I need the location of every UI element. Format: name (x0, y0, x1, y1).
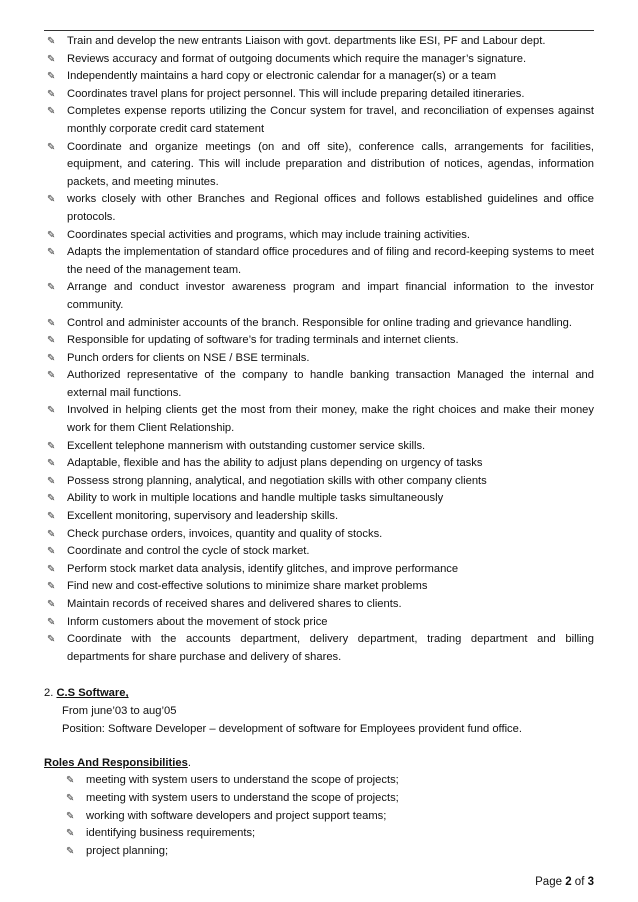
roles-list (44, 772, 594, 860)
list-item (44, 315, 594, 333)
list-item-text: Ability to work in multiple locations and handle multiple tasks simultaneously (67, 492, 444, 505)
page-label: Page (535, 876, 562, 888)
pencil-bullet-icon: ✎ (47, 546, 56, 558)
list-item (44, 350, 594, 368)
list-item-text: Train and develop the new entrants Liaison with govt. departments like ESI, PF and Labour dept. (67, 35, 546, 47)
pencil-bullet-icon: ✎ (47, 229, 56, 241)
list-item-text: Coordinate and control the cycle of stock market. (67, 545, 310, 558)
list-item-text: Maintain records of received shares and delivered shares to clients. (67, 598, 402, 610)
pencil-bullet-icon: ✎ (47, 599, 56, 610)
pencil-bullet-icon: ✎ (47, 616, 56, 628)
pencil-bullet-icon: ✎ (47, 634, 56, 646)
list-item-text: Control and administer accounts of the branch. Responsible for online trading and grievance handling. (67, 316, 572, 329)
list-item (44, 508, 594, 526)
list-item-text: Arrange and conduct investor awareness program and impart financial information to the investor community. (67, 281, 594, 311)
list-item-text: identifying business requirements; (86, 827, 256, 840)
list-item (44, 455, 594, 473)
list-item (44, 68, 594, 86)
section-number: 2. (44, 687, 54, 700)
page-content (44, 33, 594, 860)
pencil-bullet-icon: ✎ (47, 71, 56, 83)
roles-heading (44, 754, 594, 772)
pencil-bullet-icon: ✎ (47, 141, 56, 153)
page-current: 2 (565, 876, 572, 888)
pencil-bullet-icon: ✎ (47, 335, 56, 347)
list-item-text: Coordinates special activities and programs, which may include training activities. (67, 228, 470, 241)
list-item-text: Punch orders for clients on NSE / BSE terminals. (67, 351, 310, 364)
list-item (44, 191, 594, 226)
list-item-text: Perform stock market data analysis, identify glitches, and improve performance (67, 562, 459, 575)
roles-heading-suffix: . (187, 757, 191, 770)
list-item-text: Find new and cost-effective solutions to minimize share market problems (67, 580, 428, 593)
list-item-text: Coordinates travel plans for project personnel. This will include preparing detailed itineraries. (67, 87, 525, 100)
list-item-text: Adapts the implementation of standard office procedures and of filing and record-keeping systems to meet the need of the management team. (67, 246, 594, 276)
list-item-text: Completes expense reports utilizing the Concur system for travel, and reconciliation of expenses against monthly corporate credit card statement (67, 105, 594, 135)
pencil-bullet-icon: ✎ (47, 370, 56, 382)
list-item (44, 139, 594, 192)
section-2-heading (44, 684, 594, 702)
list-item-text: Involved in helping clients get the most from their money, make the right choices and make their money work for them Client Relationship. (67, 404, 594, 435)
list-item (44, 473, 594, 491)
pencil-bullet-icon: ✎ (66, 828, 75, 840)
list-item-text: Coordinate and organize meetings (on and off site), conference calls, arrangements for facilities, equipment, and catering. This will include preparation and distribution of notices, agendas, information packets, and meeting minutes. (67, 140, 594, 188)
list-item-text: Inform customers about the movement of stock price (67, 615, 328, 628)
list-item (44, 578, 594, 596)
pencil-bullet-icon: ✎ (47, 53, 56, 65)
list-item-text: Possess strong planning, analytical, and negotiation skills with other company clients (67, 474, 487, 487)
list-item-text: Independently maintains a hard copy or electronic calendar for a manager(s) or a team (67, 70, 497, 83)
list-item-text: Coordinate with the accounts department, delivery department, trading department and billing departments for share purchase and delivery of shares. (67, 633, 594, 663)
list-item (44, 103, 594, 138)
pencil-bullet-icon: ✎ (47, 563, 56, 575)
pencil-bullet-icon: ✎ (47, 88, 56, 100)
pencil-bullet-icon: ✎ (47, 581, 56, 593)
pencil-bullet-icon: ✎ (47, 194, 56, 206)
list-item-text: meeting with system users to understand the scope of projects; (86, 774, 399, 787)
list-item (44, 438, 594, 456)
list-item (44, 227, 594, 245)
list-item (44, 825, 594, 843)
pencil-bullet-icon: ✎ (47, 493, 56, 505)
list-item (44, 561, 594, 579)
pencil-bullet-icon: ✎ (66, 792, 75, 804)
list-item (44, 790, 594, 808)
list-item (44, 86, 594, 104)
page-footer (535, 876, 594, 888)
list-item-text: Check purchase orders, invoices, quantity and quality of stocks. (67, 527, 383, 540)
responsibilities-list (44, 33, 594, 666)
list-item-text: Adaptable, flexible and has the ability to adjust plans depending on urgency of tasks (67, 457, 483, 470)
list-item (44, 843, 594, 861)
pencil-bullet-icon: ✎ (47, 440, 56, 452)
list-item-text: project planning; (86, 844, 169, 857)
list-item (44, 279, 594, 314)
pencil-bullet-icon: ✎ (47, 36, 56, 47)
pencil-bullet-icon: ✎ (66, 810, 75, 822)
employment-period: From june’03 to aug’05 (62, 705, 177, 718)
pencil-bullet-icon: ✎ (47, 282, 56, 294)
page-of-label: of (574, 876, 585, 888)
list-item (44, 367, 594, 402)
list-item (44, 33, 594, 51)
list-item-text: Responsible for updating of software’s for trading terminals and internet clients. (67, 334, 459, 347)
pencil-bullet-icon: ✎ (47, 528, 56, 540)
list-item (44, 596, 594, 614)
list-item (44, 490, 594, 508)
list-item-text: Excellent monitoring, supervisory and leadership skills. (67, 510, 339, 523)
pencil-bullet-icon: ✎ (47, 511, 56, 523)
pencil-bullet-icon: ✎ (47, 475, 56, 487)
page-total: 3 (587, 876, 594, 888)
list-item (44, 526, 594, 544)
company-name: C.S Software, (56, 687, 129, 700)
roles-heading-text: Roles And Responsibilities (44, 757, 188, 770)
list-item (44, 543, 594, 561)
list-item (44, 244, 594, 279)
pencil-bullet-icon: ✎ (47, 405, 56, 417)
pencil-bullet-icon: ✎ (47, 352, 56, 364)
position-line: Position: Software Developer – development of software for Employees provident fund office. (62, 723, 522, 736)
list-item-text: Reviews accuracy and format of outgoing documents which require the manager’s signature. (67, 52, 527, 65)
list-item (44, 332, 594, 350)
pencil-bullet-icon: ✎ (47, 317, 56, 329)
list-item-text: Authorized representative of the company to handle banking transaction Managed the internal and external mail functions. (67, 369, 594, 399)
pencil-bullet-icon: ✎ (47, 247, 56, 259)
pencil-bullet-icon: ✎ (47, 458, 56, 470)
list-item (44, 631, 594, 666)
list-item (44, 808, 594, 826)
list-item (44, 614, 594, 632)
list-item (44, 51, 594, 69)
list-item (44, 402, 594, 437)
top-rule (44, 30, 594, 31)
list-item-text: works closely with other Branches and Regional offices and follows established guidelines and office protocols. (67, 193, 594, 223)
list-item (44, 772, 594, 790)
list-item-text: Excellent telephone mannerism with outstanding customer service skills. (67, 439, 426, 452)
list-item-text: meeting with system users to understand the scope of projects; (86, 791, 399, 804)
list-item-text: working with software developers and project support teams; (86, 809, 387, 822)
pencil-bullet-icon: ✎ (47, 106, 56, 118)
pencil-bullet-icon: ✎ (66, 845, 75, 857)
pencil-bullet-icon: ✎ (66, 775, 75, 787)
